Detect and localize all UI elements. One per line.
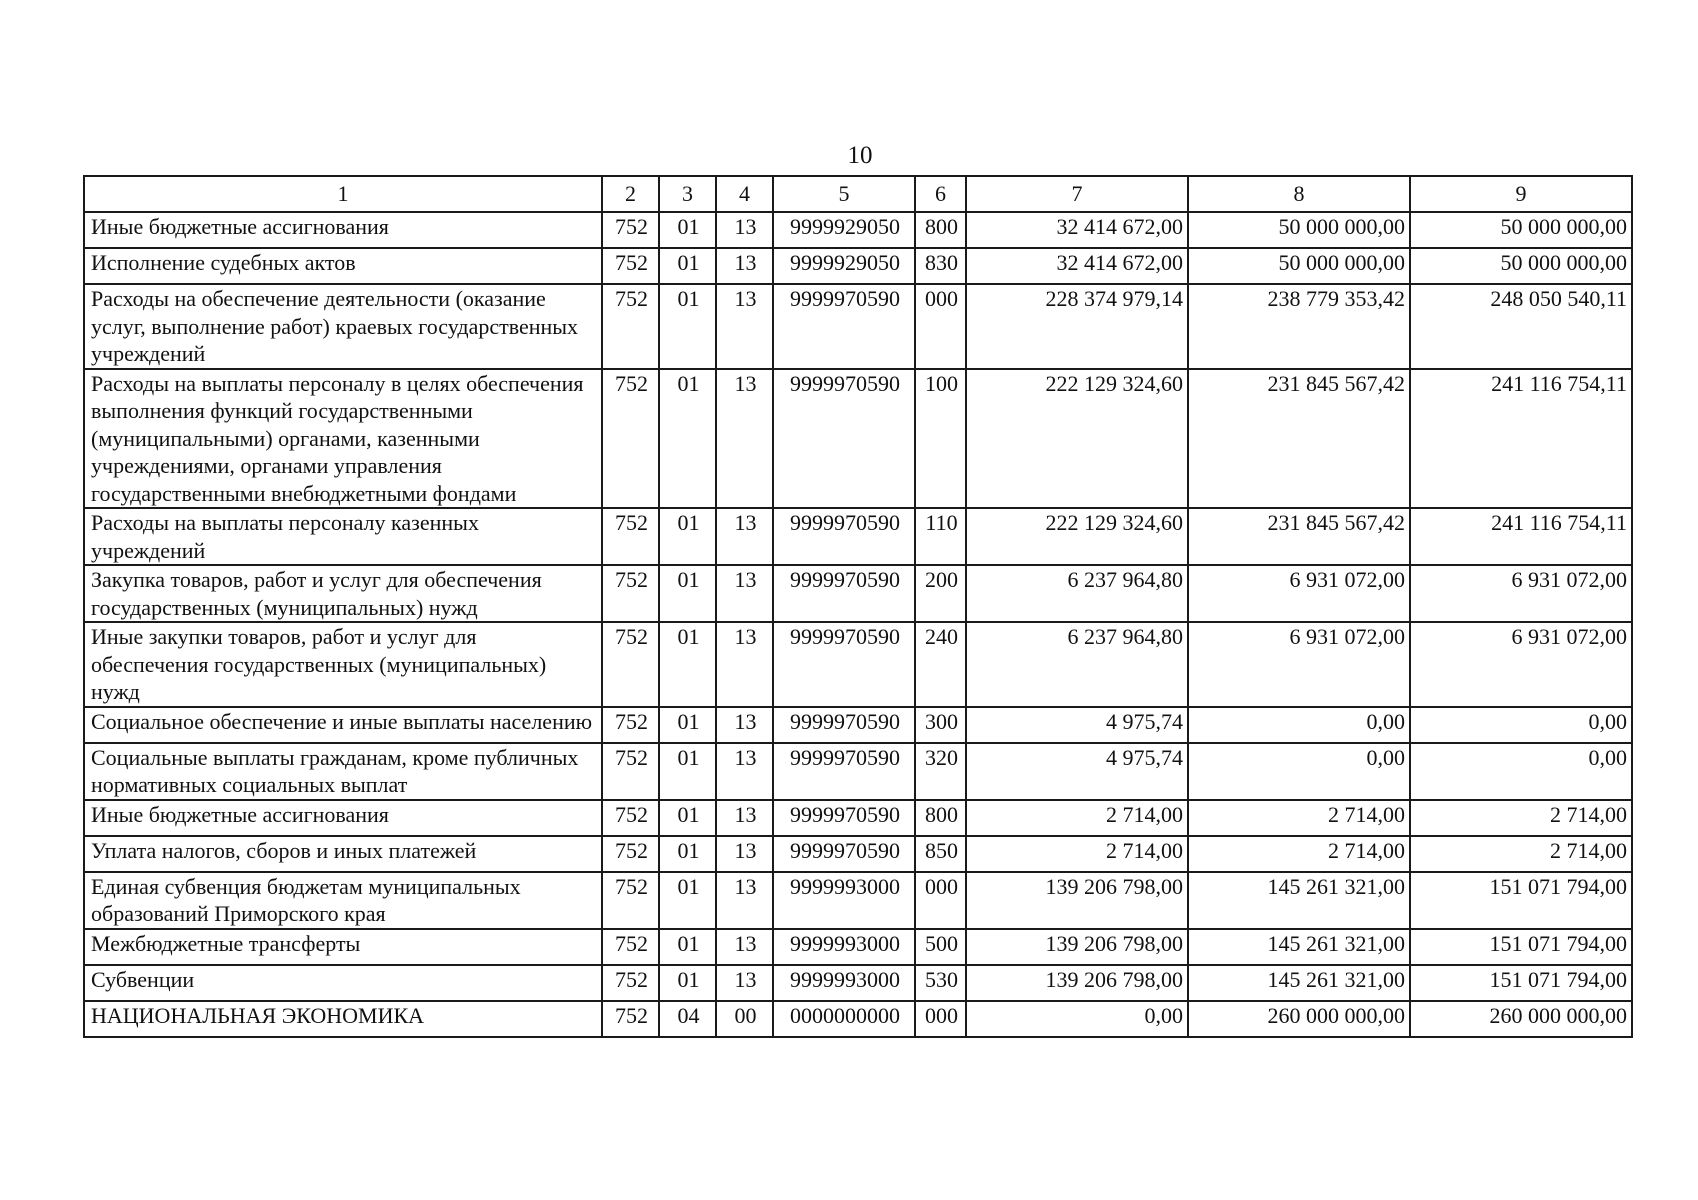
- expense-type-code: 240: [915, 622, 966, 707]
- subsection-code: 13: [716, 743, 773, 800]
- target-article-code: 9999970590: [773, 707, 915, 743]
- amount-col8: 50 000 000,00: [1188, 212, 1410, 248]
- table-row: [84, 707, 1632, 743]
- section-code: 01: [659, 622, 716, 707]
- target-article-code: 9999970590: [773, 508, 915, 565]
- section-code: 04: [659, 1001, 716, 1037]
- column-number: 1: [84, 176, 602, 212]
- ministry-code: 752: [602, 872, 659, 929]
- amount-col8: 260 000 000,00: [1188, 1001, 1410, 1037]
- target-article-code: 0000000000: [773, 1001, 915, 1037]
- amount-col8: 238 779 353,42: [1188, 284, 1410, 369]
- subsection-code: 13: [716, 707, 773, 743]
- amount-col8: 231 845 567,42: [1188, 508, 1410, 565]
- expense-name: Расходы на выплаты персоналу в целях обеспечения выполнения функций государственными (муниципальными) органами, казенными учреждениями, органами управления государственными внебюджетными фондами: [84, 369, 602, 509]
- section-code: 01: [659, 248, 716, 284]
- expense-name: Уплата налогов, сборов и иных платежей: [84, 836, 602, 872]
- subsection-code: 13: [716, 965, 773, 1001]
- amount-col8: 0,00: [1188, 743, 1410, 800]
- expense-type-code: 800: [915, 212, 966, 248]
- amount-col8: 50 000 000,00: [1188, 248, 1410, 284]
- table-row: [84, 1001, 1632, 1037]
- amount-col8: 0,00: [1188, 707, 1410, 743]
- expense-type-code: 830: [915, 248, 966, 284]
- section-code: 01: [659, 508, 716, 565]
- target-article-code: 9999929050: [773, 212, 915, 248]
- ministry-code: 752: [602, 800, 659, 836]
- amount-col9: 6 931 072,00: [1410, 622, 1632, 707]
- target-article-code: 9999993000: [773, 872, 915, 929]
- expense-name: Иные бюджетные ассигнования: [84, 800, 602, 836]
- subsection-code: 13: [716, 284, 773, 369]
- amount-col7: 2 714,00: [966, 836, 1188, 872]
- table-row: [84, 212, 1632, 248]
- amount-col8: 231 845 567,42: [1188, 369, 1410, 509]
- target-article-code: 9999970590: [773, 800, 915, 836]
- table-row: [84, 508, 1632, 565]
- subsection-code: 13: [716, 622, 773, 707]
- amount-col7: 139 206 798,00: [966, 965, 1188, 1001]
- expense-type-code: 530: [915, 965, 966, 1001]
- ministry-code: 752: [602, 707, 659, 743]
- expense-type-code: 000: [915, 872, 966, 929]
- section-code: 01: [659, 369, 716, 509]
- amount-col7: 139 206 798,00: [966, 929, 1188, 965]
- column-number: 5: [773, 176, 915, 212]
- table-row: [84, 929, 1632, 965]
- subsection-code: 13: [716, 565, 773, 622]
- section-code: 01: [659, 284, 716, 369]
- ministry-code: 752: [602, 369, 659, 509]
- subsection-code: 13: [716, 800, 773, 836]
- column-number: 3: [659, 176, 716, 212]
- section-code: 01: [659, 800, 716, 836]
- amount-col9: 241 116 754,11: [1410, 369, 1632, 509]
- expense-name: Субвенции: [84, 965, 602, 1001]
- expense-type-code: 200: [915, 565, 966, 622]
- target-article-code: 9999993000: [773, 965, 915, 1001]
- section-code: 01: [659, 212, 716, 248]
- ministry-code: 752: [602, 212, 659, 248]
- amount-col9: 2 714,00: [1410, 836, 1632, 872]
- subsection-code: 13: [716, 872, 773, 929]
- ministry-code: 752: [602, 965, 659, 1001]
- amount-col9: 248 050 540,11: [1410, 284, 1632, 369]
- amount-col8: 2 714,00: [1188, 800, 1410, 836]
- column-number: 6: [915, 176, 966, 212]
- subsection-code: 13: [716, 929, 773, 965]
- amount-col9: 151 071 794,00: [1410, 929, 1632, 965]
- section-code: 01: [659, 565, 716, 622]
- expense-name: Исполнение судебных актов: [84, 248, 602, 284]
- subsection-code: 00: [716, 1001, 773, 1037]
- expense-name: Расходы на обеспечение деятельности (оказание услуг, выполнение работ) краевых государственных учреждений: [84, 284, 602, 369]
- table-row: [84, 622, 1632, 707]
- amount-col7: 32 414 672,00: [966, 248, 1188, 284]
- amount-col7: 228 374 979,14: [966, 284, 1188, 369]
- column-number: 8: [1188, 176, 1410, 212]
- target-article-code: 9999993000: [773, 929, 915, 965]
- expense-name: Межбюджетные трансферты: [84, 929, 602, 965]
- column-number: 9: [1410, 176, 1632, 212]
- amount-col8: 145 261 321,00: [1188, 872, 1410, 929]
- page-number: 10: [847, 142, 873, 169]
- expense-type-code: 300: [915, 707, 966, 743]
- expense-name: Социальные выплаты гражданам, кроме публичных нормативных социальных выплат: [84, 743, 602, 800]
- ministry-code: 752: [602, 622, 659, 707]
- section-code: 01: [659, 707, 716, 743]
- section-code: 01: [659, 836, 716, 872]
- column-number: 4: [716, 176, 773, 212]
- expense-type-code: 500: [915, 929, 966, 965]
- expense-name: НАЦИОНАЛЬНАЯ ЭКОНОМИКА: [84, 1001, 602, 1037]
- amount-col9: 151 071 794,00: [1410, 965, 1632, 1001]
- target-article-code: 9999970590: [773, 284, 915, 369]
- section-code: 01: [659, 872, 716, 929]
- amount-col9: 260 000 000,00: [1410, 1001, 1632, 1037]
- expense-type-code: 000: [915, 284, 966, 369]
- ministry-code: 752: [602, 565, 659, 622]
- expense-name: Социальное обеспечение и иные выплаты населению: [84, 707, 602, 743]
- expense-type-code: 000: [915, 1001, 966, 1037]
- table-row: [84, 284, 1632, 369]
- subsection-code: 13: [716, 508, 773, 565]
- amount-col7: 222 129 324,60: [966, 369, 1188, 509]
- amount-col8: 6 931 072,00: [1188, 622, 1410, 707]
- ministry-code: 752: [602, 743, 659, 800]
- target-article-code: 9999970590: [773, 622, 915, 707]
- subsection-code: 13: [716, 836, 773, 872]
- expense-type-code: 100: [915, 369, 966, 509]
- column-number-row: [84, 176, 1632, 212]
- column-number: 7: [966, 176, 1188, 212]
- amount-col7: 2 714,00: [966, 800, 1188, 836]
- target-article-code: 9999970590: [773, 743, 915, 800]
- expense-name: Иные бюджетные ассигнования: [84, 212, 602, 248]
- expense-name: Иные закупки товаров, работ и услуг для обеспечения государственных (муниципальных) нужд: [84, 622, 602, 707]
- target-article-code: 9999970590: [773, 369, 915, 509]
- amount-col8: 145 261 321,00: [1188, 965, 1410, 1001]
- target-article-code: 9999970590: [773, 836, 915, 872]
- amount-col7: 222 129 324,60: [966, 508, 1188, 565]
- subsection-code: 13: [716, 212, 773, 248]
- amount-col7: 6 237 964,80: [966, 565, 1188, 622]
- amount-col7: 139 206 798,00: [966, 872, 1188, 929]
- amount-col9: 151 071 794,00: [1410, 872, 1632, 929]
- expense-name: Единая субвенция бюджетам муниципальных образований Приморского края: [84, 872, 602, 929]
- amount-col8: 145 261 321,00: [1188, 929, 1410, 965]
- table-row: [84, 565, 1632, 622]
- budget-table: [83, 175, 1633, 1038]
- amount-col7: 0,00: [966, 1001, 1188, 1037]
- section-code: 01: [659, 929, 716, 965]
- ministry-code: 752: [602, 508, 659, 565]
- ministry-code: 752: [602, 929, 659, 965]
- expense-name: Закупка товаров, работ и услуг для обеспечения государственных (муниципальных) нужд: [84, 565, 602, 622]
- table-row: [84, 369, 1632, 509]
- amount-col8: 6 931 072,00: [1188, 565, 1410, 622]
- amount-col7: 6 237 964,80: [966, 622, 1188, 707]
- amount-col7: 32 414 672,00: [966, 212, 1188, 248]
- table-row: [84, 872, 1632, 929]
- ministry-code: 752: [602, 248, 659, 284]
- expense-type-code: 850: [915, 836, 966, 872]
- section-code: 01: [659, 965, 716, 1001]
- amount-col9: 50 000 000,00: [1410, 248, 1632, 284]
- subsection-code: 13: [716, 369, 773, 509]
- ministry-code: 752: [602, 836, 659, 872]
- amount-col7: 4 975,74: [966, 707, 1188, 743]
- expense-name: Расходы на выплаты персоналу казенных учреждений: [84, 508, 602, 565]
- column-number: 2: [602, 176, 659, 212]
- expense-type-code: 320: [915, 743, 966, 800]
- amount-col9: 50 000 000,00: [1410, 212, 1632, 248]
- target-article-code: 9999970590: [773, 565, 915, 622]
- section-code: 01: [659, 743, 716, 800]
- expense-type-code: 800: [915, 800, 966, 836]
- ministry-code: 752: [602, 284, 659, 369]
- amount-col9: 0,00: [1410, 743, 1632, 800]
- amount-col9: 0,00: [1410, 707, 1632, 743]
- table-row: [84, 965, 1632, 1001]
- expense-type-code: 110: [915, 508, 966, 565]
- amount-col9: 2 714,00: [1410, 800, 1632, 836]
- amount-col9: 6 931 072,00: [1410, 565, 1632, 622]
- table-row: [84, 836, 1632, 872]
- subsection-code: 13: [716, 248, 773, 284]
- table-row: [84, 800, 1632, 836]
- table-row: [84, 248, 1632, 284]
- amount-col7: 4 975,74: [966, 743, 1188, 800]
- amount-col8: 2 714,00: [1188, 836, 1410, 872]
- target-article-code: 9999929050: [773, 248, 915, 284]
- ministry-code: 752: [602, 1001, 659, 1037]
- table-row: [84, 743, 1632, 800]
- amount-col9: 241 116 754,11: [1410, 508, 1632, 565]
